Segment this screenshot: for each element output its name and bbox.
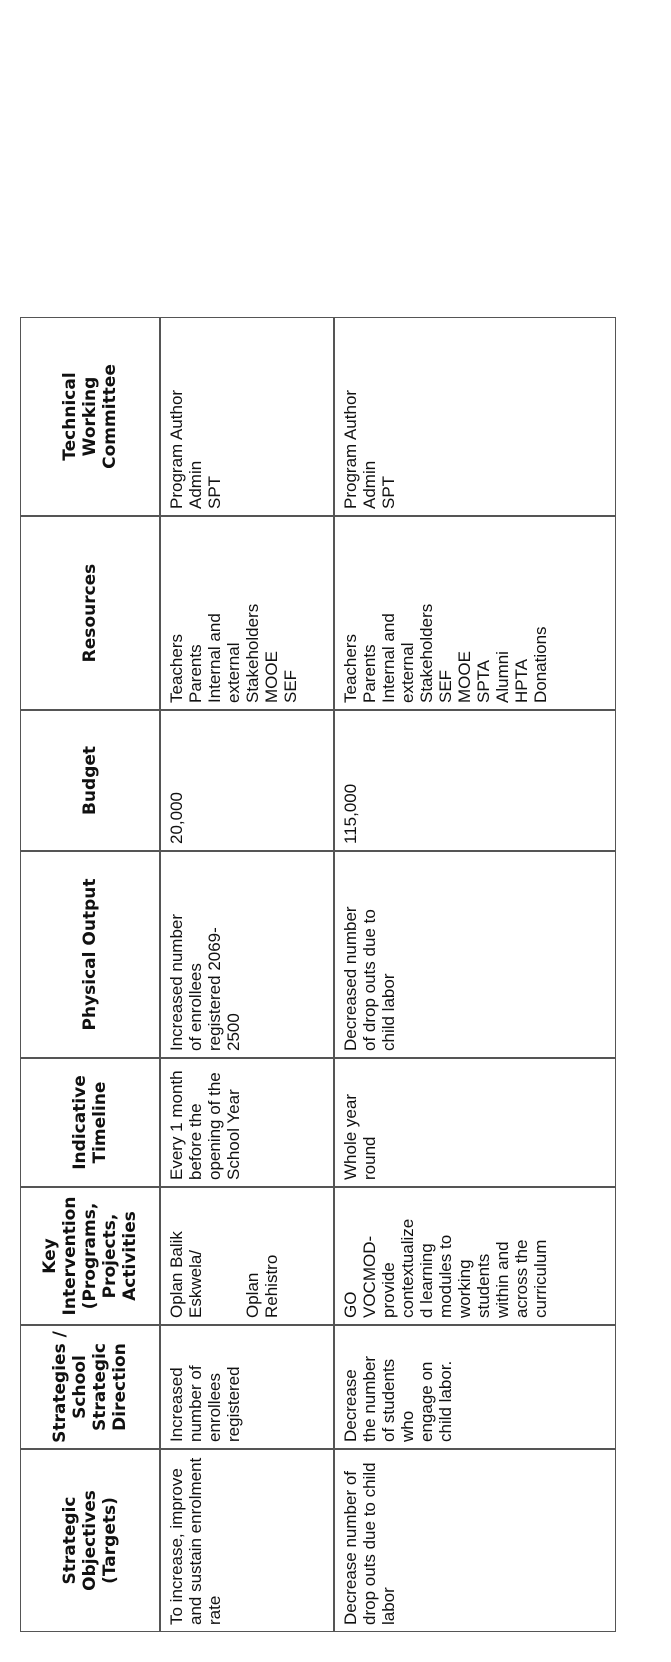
row-1-technical-working-committee: Program Author Admin SPT (160, 317, 334, 516)
row-1-key-intervention: Oplan Balik Eskwela/ Oplan Rehistro (160, 1187, 334, 1325)
header-key-intervention: Key Intervention (Programs, Projects, Activities (20, 1187, 160, 1325)
row-2-resources: Teachers Parents Internal and external Stakeholders SEF MOOE SPTA Alumni HPTA Donations (334, 516, 616, 710)
row-1-resources: Teachers Parents Internal and external Stakeholders MOOE SEF (160, 516, 334, 710)
row-1-budget: 20,000 (160, 710, 334, 851)
row-1-physical-output: Increased number of enrollees registered 2069- 2500 (160, 851, 334, 1058)
row-2-technical-working-committee: Program Author Admin SPT (334, 317, 616, 516)
header-technical-working-committee: Technical Working Committee (20, 317, 160, 516)
header-resources: Resources (20, 516, 160, 710)
row-2-key-intervention: GO VOCMOD- provide contextualize d learning modules to working students within and across the curriculum (334, 1187, 616, 1325)
row-2-strategies: Decrease the number of students who engage on child labor. (334, 1325, 616, 1449)
header-indicative-timeline: Indicative Timeline (20, 1058, 160, 1187)
header-strategic-objectives: Strategic Objectives (Targets) (20, 1449, 160, 1632)
header-strategies: Strategies / School Strategic Direction (20, 1325, 160, 1449)
header-physical-output: Physical Output (20, 851, 160, 1058)
row-1-strategies: Increased number of enrollees registered (160, 1325, 334, 1449)
row-2-physical-output: Decreased number of drop outs due to child labor (334, 851, 616, 1058)
row-2-indicative-timeline: Whole year round (334, 1058, 616, 1187)
row-1-strategic-objectives: To increase, improve and sustain enrolment rate (160, 1449, 334, 1632)
row-1-indicative-timeline: Every 1 month before the opening of the School Year (160, 1058, 334, 1187)
header-budget: Budget (20, 710, 160, 851)
strategic-plan-table (20, 17, 616, 1632)
row-2-budget: 115,000 (334, 710, 616, 851)
row-2-strategic-objectives: Decrease number of drop outs due to child labor (334, 1449, 616, 1632)
